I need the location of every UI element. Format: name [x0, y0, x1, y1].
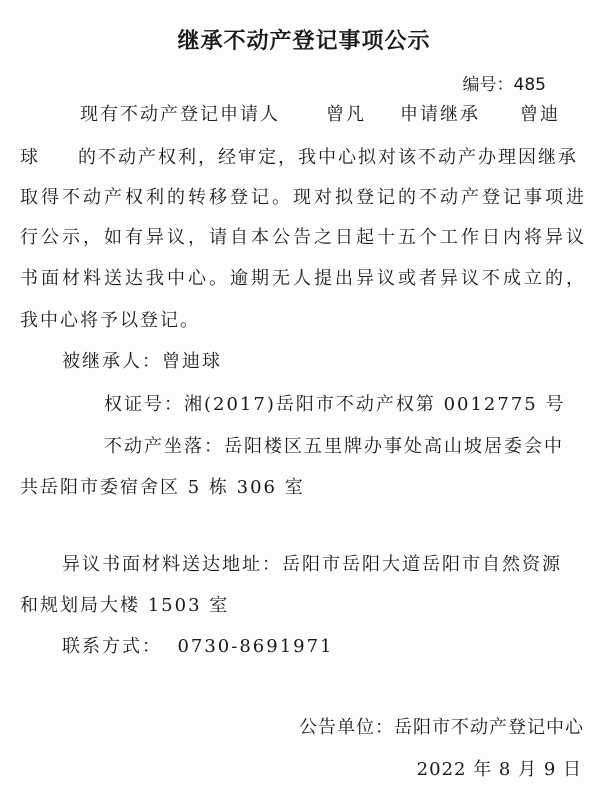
decedent: 被继承人：曾迪球	[62, 351, 222, 372]
notice-number	[463, 70, 546, 95]
objection-address-line-1: 异议书面材料送达地址：岳阳市岳阳大道岳阳市自然资源	[62, 554, 562, 575]
intro-prefix: 现有不动产登记申请人	[80, 104, 280, 125]
objection-address-line-2: 和规划局大楼 1503 室	[20, 595, 230, 616]
number-label: 编号：	[462, 75, 514, 95]
certificate-number: 权证号：湘(2017)岳阳市不动产权第 0012775 号	[104, 394, 566, 415]
intro-line2-rest: 的不动产权利，经审定，我中心拟对该不动产办理因继承	[78, 147, 578, 168]
property-location-line-1: 不动产坐落：岳阳楼区五里牌办事处高山坡居委会中	[104, 436, 564, 457]
property-location-line-2: 共岳阳市委宿舍区 5 栋 306 室	[20, 477, 305, 498]
contact-info: 联系方式： 0730-8691971	[62, 636, 334, 657]
applicant-name: 曾凡	[326, 104, 366, 125]
inherited-from-part2: 球	[20, 147, 40, 168]
intro-line-4: 行公示，如有异议，请自本公告之日起十五个工作日内将异议	[20, 227, 586, 248]
intro-line-6: 我中心将予以登记。	[20, 310, 200, 331]
notice-date: 2022 年 8 月 9 日	[416, 759, 582, 780]
issuer: 公告单位：岳阳市不动产登记中心	[299, 717, 584, 738]
inherited-from-part1: 曾迪	[520, 104, 560, 125]
intro-mid: 申请继承	[400, 104, 480, 125]
page-title: 继承不动产登记事项公示	[177, 29, 431, 54]
intro-line-5: 书面材料送达我中心。逾期无人提出异议或者异议不成立的，	[20, 268, 586, 289]
number-value: 485	[513, 75, 546, 95]
intro-line-3: 取得不动产权利的转移登记。现对拟登记的不动产登记事项进	[20, 187, 586, 208]
intro-line-1	[80, 103, 560, 127]
intro-line-2	[20, 146, 578, 170]
